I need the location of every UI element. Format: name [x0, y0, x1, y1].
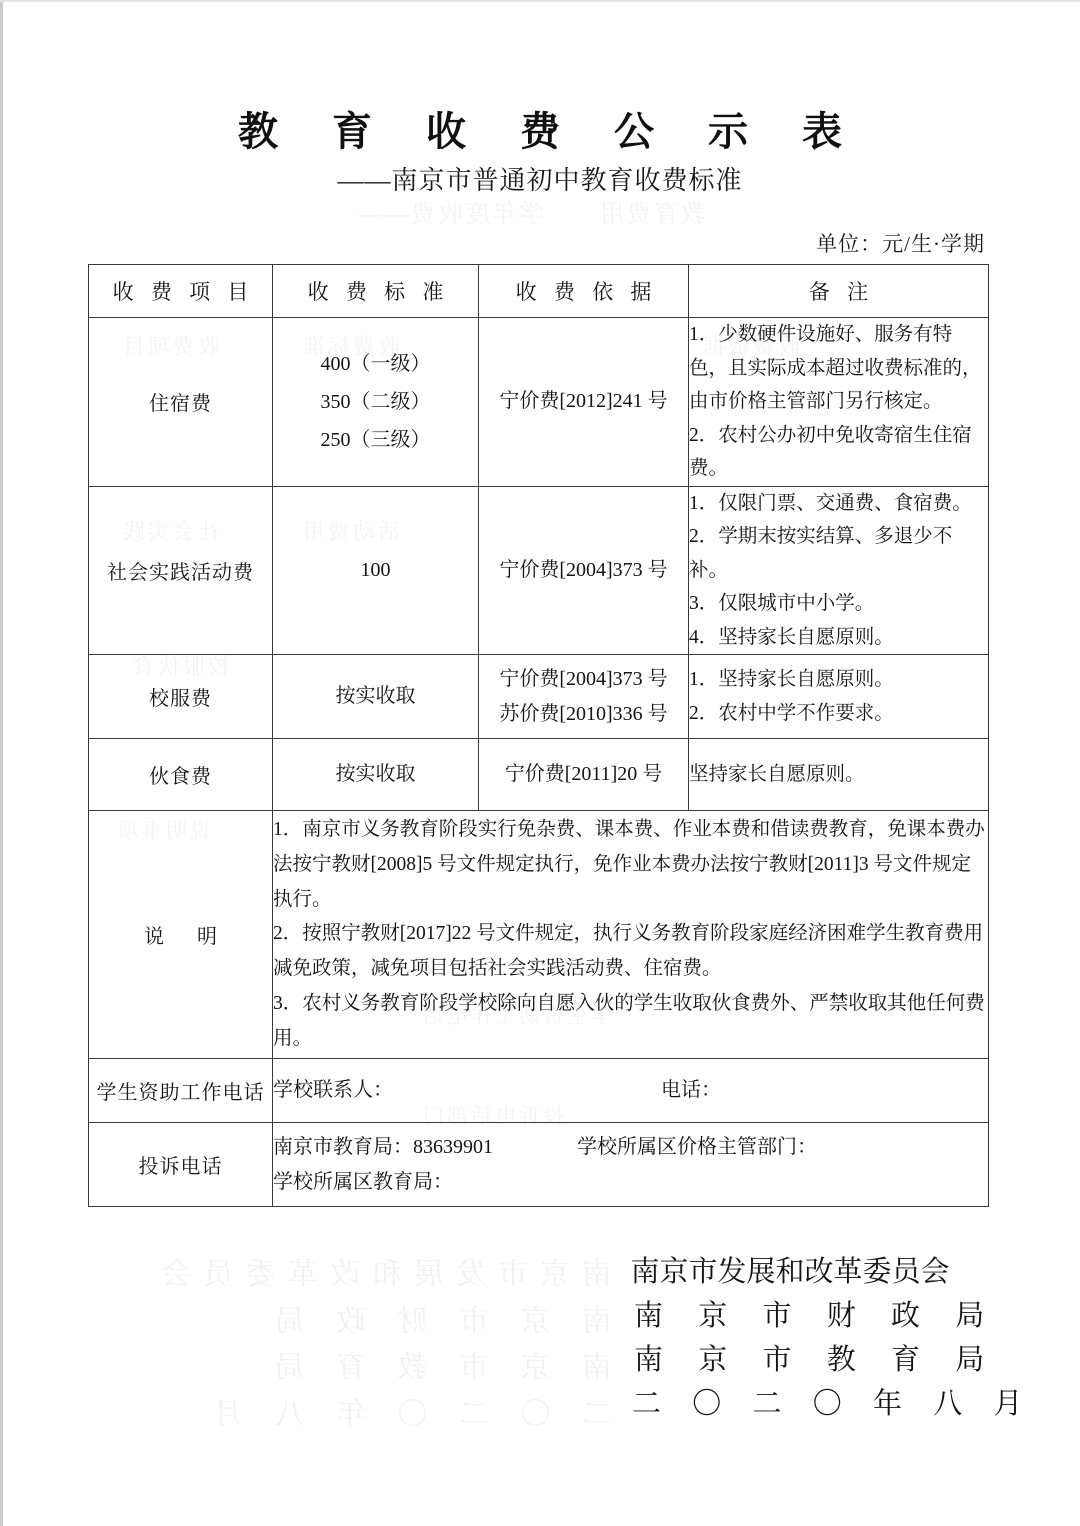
table-row	[89, 486, 989, 655]
scan-edge-left	[0, 0, 3, 1526]
fee-item-name: 住宿费	[89, 318, 273, 487]
scan-edge-top	[0, 0, 1080, 2]
page-title: 教 育 收 费 公 示 表	[238, 109, 864, 154]
note-item: 1．南京市义务教育阶段实行免杂费、课本费、作业本费和借读费教育，免课本费办法按宁教财[2008]5 号文件规定执行，免作业本费办法按宁教财[2011]3 号文件规定执行。	[273, 819, 985, 910]
complaint-line-1	[273, 1130, 988, 1165]
student-aid-phone-row	[89, 1059, 989, 1123]
table-row	[89, 318, 989, 487]
fee-standard-value: 按实收取	[273, 655, 479, 739]
student-aid-phone-fields	[273, 1059, 989, 1123]
fee-item-name: 社会实践活动费	[89, 486, 273, 655]
fee-item-name: 伙食费	[89, 739, 273, 811]
fee-standard-value: 按实收取	[273, 739, 479, 811]
school-contact-person-label: 学校联系人：	[273, 1079, 393, 1102]
district-education-bureau-label: 学校所属区教育局：	[273, 1170, 453, 1193]
column-header-item: 收 费 项 目	[89, 265, 273, 318]
page-subtitle: ——南京市普通初中教育收费标准	[337, 166, 743, 195]
fee-basis-value: 宁价费[2004]373 号 苏价费[2010]336 号	[479, 655, 689, 739]
complaint-phone-row	[89, 1123, 989, 1207]
fee-standard-value: 400（一级） 350（二级） 250（三级）	[273, 318, 479, 487]
fee-standard-value: 100	[273, 486, 479, 655]
fee-disclosure-table	[88, 264, 989, 1207]
signature-block	[620, 1250, 1035, 1426]
school-contact-phone-label: 电话：	[661, 1079, 721, 1102]
complaint-phone-fields	[273, 1123, 989, 1207]
issuer-finance-bureau: 南 京 市 财 政 局	[634, 1300, 999, 1333]
fee-remark-value: 1．少数硬件设施好、服务有特色，且实际成本超过收费标准的，由市价格主管部门另行核定。 2．农村公办初中免收寄宿生住宿费。	[689, 318, 989, 487]
fee-basis-value: 宁价费[2012]241 号	[479, 318, 689, 487]
note-item: 2．按照宁教财[2017]22 号文件规定，执行义务教育阶段家庭经济困难学生教育费用减免政策，减免项目包括社会实践活动费、住宿费。	[273, 923, 984, 980]
bleed-through-bottom: 南京市发展和改革委员会 南 京 市 财 政 局 南 京 市 教 育 局 二 〇 二 〇 年 八 月	[150, 1258, 612, 1431]
issue-date: 二 〇 二 〇 年 八 月	[632, 1388, 1035, 1421]
unit-label: 单位：元/生·学期	[816, 232, 985, 256]
fee-basis-value: 宁价费[2004]373 号	[479, 486, 689, 655]
issuer-development-reform-commission: 南京市发展和改革委员会	[630, 1256, 950, 1288]
table-row	[89, 739, 989, 811]
complaint-line-2	[273, 1165, 988, 1200]
student-aid-phone-label: 学生资助工作电话	[89, 1059, 273, 1123]
column-header-standard: 收 费 标 准	[273, 265, 479, 318]
city-education-bureau-phone: 南京市教育局：83639901	[273, 1135, 493, 1158]
notes-row	[89, 811, 989, 1059]
fee-item-name: 校服费	[89, 655, 273, 739]
district-price-authority-label: 学校所属区价格主管部门：	[577, 1135, 817, 1158]
note-item: 3．农村义务教育阶段学校除向自愿入伙的学生收取伙食费外、严禁收取其他任何费用。	[273, 992, 985, 1049]
table-header-row	[89, 265, 989, 318]
notes-content	[273, 811, 989, 1059]
complaint-phone-label: 投诉电话	[89, 1123, 273, 1207]
fee-remark-value: 1．坚持家长自愿原则。 2．农村中学不作要求。	[689, 655, 989, 739]
fee-basis-value: 宁价费[2011]20 号	[479, 739, 689, 811]
column-header-remark: 备 注	[689, 265, 989, 318]
column-header-basis: 收 费 依 据	[479, 265, 689, 318]
notes-label: 说 明	[89, 811, 273, 1059]
bleed-through-top	[355, 196, 706, 235]
fee-remark-value: 1．仅限门票、交通费、食宿费。 2．学期末按实结算、多退少不补。 3．仅限城市中小学。 4．坚持家长自愿原则。	[689, 486, 989, 655]
issuer-education-bureau: 南 京 市 教 育 局	[634, 1344, 999, 1377]
fee-remark-value: 坚持家长自愿原则。	[689, 739, 989, 811]
table-row	[89, 655, 989, 739]
